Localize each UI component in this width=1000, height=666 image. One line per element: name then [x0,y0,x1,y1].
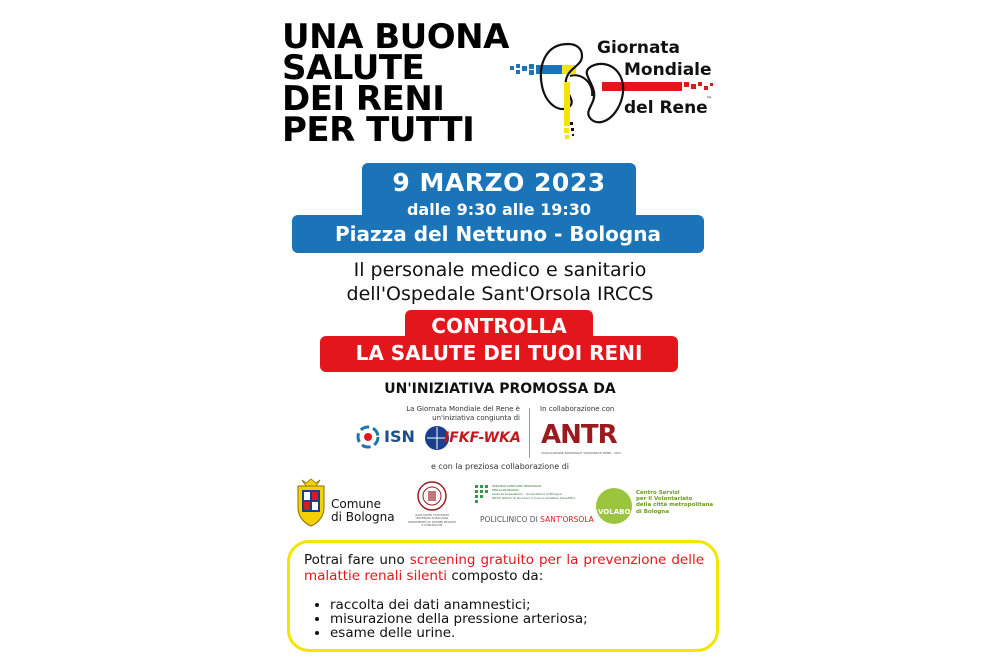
comune-crest-icon [294,478,328,528]
collab-label: In collaborazione con [540,405,615,413]
logo-line-1: Giornata [597,38,681,58]
headline [282,17,542,150]
ssr-text [492,484,584,500]
volabo-line-2: per il Volontariato [636,496,693,503]
ifkf-wka-logo [424,425,521,451]
volabo-circle-icon [596,488,632,524]
isn-globe-icon [356,425,380,449]
isn-label: ISN [384,427,415,446]
ssr-line-3: Azienda Ospedaliero - Universitaria di Bologna [492,492,562,496]
ssr-line-1: SERVIZIO SANITARIO REGIONALE [492,484,542,488]
volabo-logo [596,488,716,526]
promoters-title: UN'INIZIATIVA PROMOSSA DA [384,381,616,397]
cta-line-2: LA SALUTE DEI TUOI RENI [355,341,643,365]
event-place: Piazza del Nettuno - Bologna [335,222,661,246]
screening-item-2: • misurazione della pressione arteriosa; [330,612,704,626]
unibo-line-1: ALMA MATER STUDIORUM [415,514,449,517]
ssr-dots-icon [474,484,490,508]
ifkf-label: IFKF-WKA [444,430,521,446]
intro-text-b: composto da: [451,568,544,584]
policlinico-text: POLICLINICO DI [480,515,538,524]
logo-line-3: del Rene [624,98,708,118]
volabo-line-1: Centro Servizi [636,490,680,496]
policlinico-logo [474,484,594,528]
event-time: dalle 9:30 alle 19:30 [406,200,592,219]
headline-line-3: DEI RENI [282,79,445,119]
unibo-line-4: E CHIRURGICHE [421,523,443,527]
intro-text-red: screening gratuito per la prevenzione delle malattie renali silenti [304,552,705,584]
headline-line-4: PER TUTTI [282,110,475,150]
isn-logo [356,425,416,449]
unibo-line-2: UNIVERSITÀ DI BOLOGNA [415,517,449,521]
intro-text-a: Potrai fare uno [304,552,405,568]
volabo-label: VOLABO [598,508,631,516]
ssr-line-2: EMILIA-ROMAGNA [492,488,519,492]
screening-item-3: • esame delle urine. [330,626,704,640]
world-kidney-day-logo [510,36,730,146]
logo-trademark: ™ [706,96,712,103]
screening-info-box [287,540,719,652]
policlinico-label [480,515,594,524]
comune-label-2: di Bologna [331,510,395,524]
joint-initiative-note [390,405,520,423]
logo-line-2: Mondiale [624,60,712,80]
joint-note-line-2: un'iniziativa congiunta di [432,414,520,422]
comune-bologna-logo [294,478,394,528]
event-date: 9 MARZO 2023 [392,168,606,197]
screening-item-1: • raccolta dei dati anamnestici; [330,598,704,612]
headline-line-1: UNA BUONA [282,17,509,57]
cta-line-1: CONTROLLA [431,314,567,338]
policlinico-red-text: SANT'ORSOLA [540,515,594,524]
volabo-line-3: della città metropolitana [636,502,714,509]
volabo-text [636,490,716,515]
screening-intro [304,552,704,584]
precious-collab-label: e con la preziosa collaborazione di [430,462,570,471]
volabo-line-4: di Bologna [636,508,669,515]
promoters-divider [529,408,530,458]
screening-list [330,598,704,640]
comune-label-1: Comune [331,497,382,511]
staff-text [300,258,700,306]
headline-line-2: SALUTE [282,48,425,88]
joint-note-line-1: La Giornata Mondiale del Rene è [406,405,520,413]
antr-logo [541,420,625,456]
unibo-seal-icon [414,480,450,512]
antr-label: ANTR [541,420,617,450]
unibo-logo [408,480,456,534]
unibo-text [406,514,458,527]
staff-line-2: dell'Ospedale Sant'Orsola IRCCS [346,283,654,305]
staff-line-1: Il personale medico e sanitario [353,259,647,281]
unibo-line-3: DIPARTIMENTO DI SCIENZE MEDICHE [408,520,456,524]
antr-subtitle: ASSOCIAZIONE NAZIONALE TRAPIANTATI RENE - ODV [541,451,621,455]
ssr-line-4: IRCCS Istituto di Ricovero e Cura a Carattere Scientifico [492,496,576,500]
